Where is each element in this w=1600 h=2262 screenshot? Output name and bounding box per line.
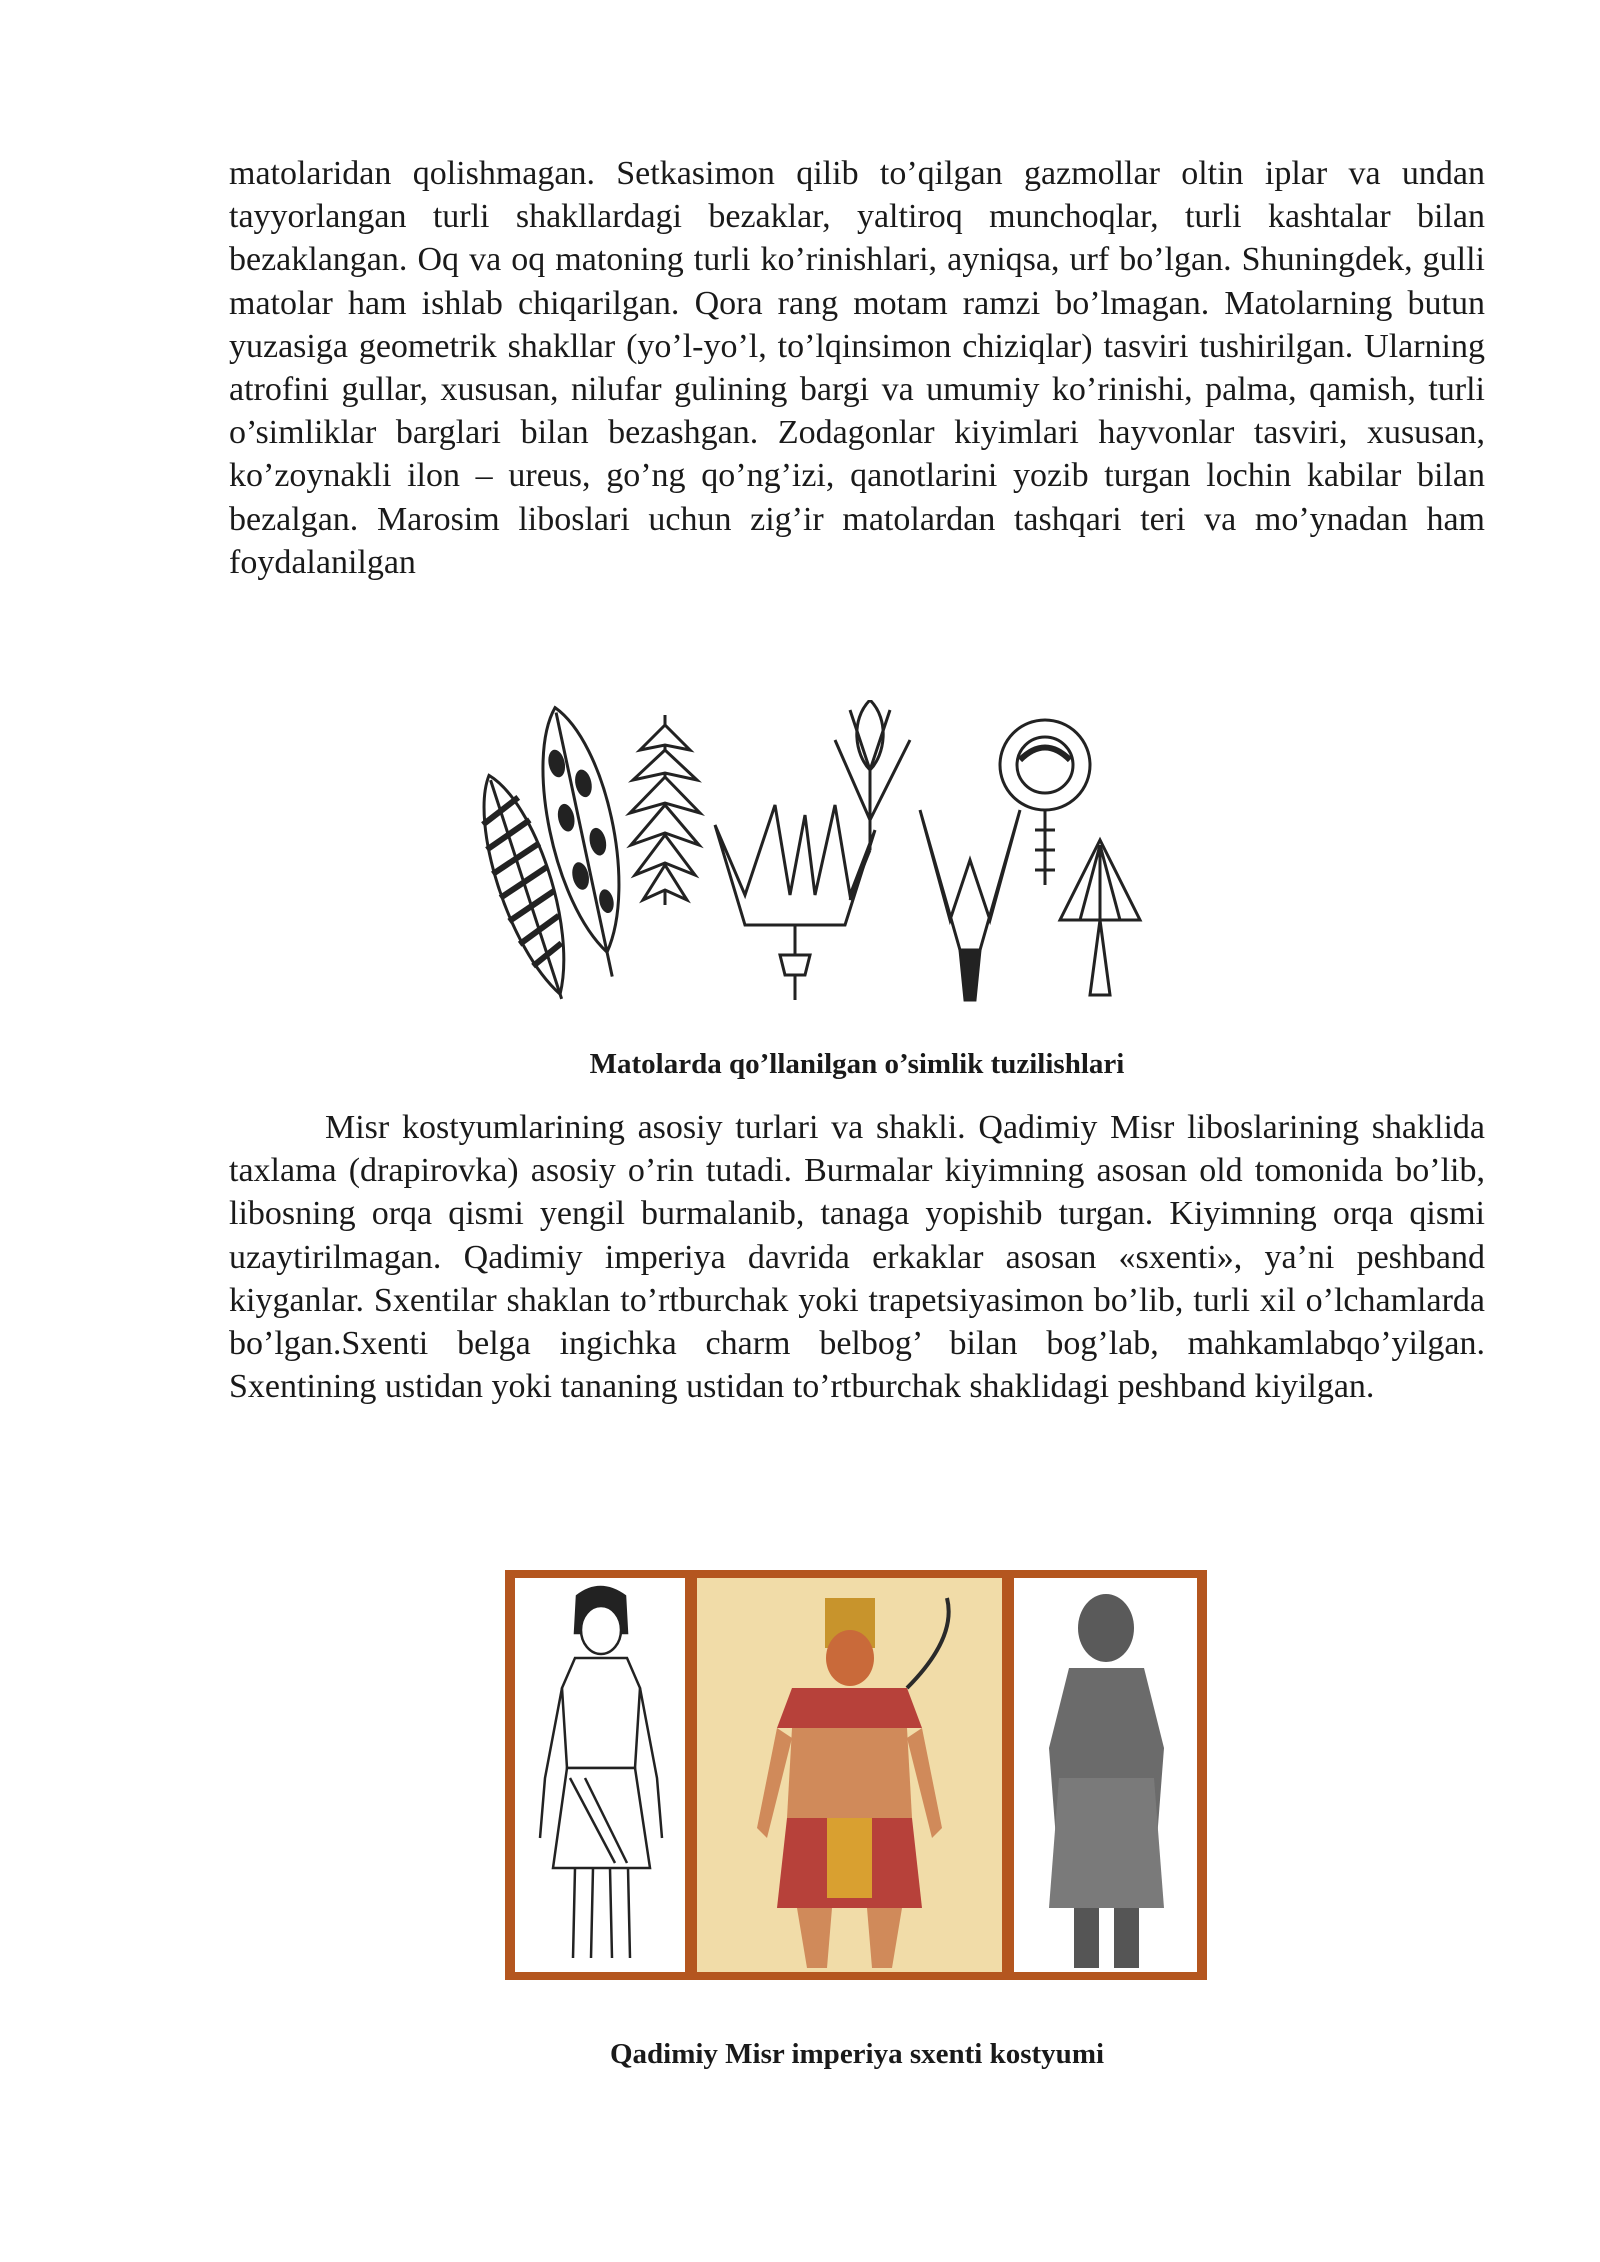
fan-flower-icon	[1060, 840, 1140, 995]
paragraph-1: matolaridan qolishmagan. Setkasimon qilib to’qilgan gazmollar oltin iplar va undan tayyorlangan turli shakllardagi bezaklar, yaltiroq munchoqlar, turli kashtalar bilan bezaklangan. Oq va oq matoning turli ko’rinishlari, ayniqsa, urf bo’lgan. Shuningdek, gulli matolar ham ishlab chiqarilgan. Qora rang motam ramzi bo’lmagan. Matolarning butun yuzasiga geometrik shakllar (yo’l-yo’l, to’lqinsimon chiziqlar) tasviri tushirilgan. Ularning atrofini gullar, xususan, nilufar gulining bargi va umumiy ko’rinishi, palma, qamish, turli o’simliklar barglari bilan bezashgan. Zodagonlar kiyimlari hayvonlar tasviri, xususan, ko’zoynakli ilon – ureus, go’ng qo’ng’izi, qanotlarini yozib turgan lochin kabilar bilan bezalgan. Marosim liboslari uchun zig’ir matolardan tashqari teri va mo’ynadan ham foydalanilgan	[229, 155, 1485, 581]
lotus-flower-icon	[715, 805, 875, 1000]
figure-1-caption: Matolarda qo’llanilgan o’simlik tuzilishlari	[589, 1048, 1125, 1080]
costume-figure	[505, 1570, 1207, 1980]
paragraph-2: Misr kostyumlarining asosiy turlari va shakli. Qadimiy Misr liboslarining shaklida taxlama (drapirovka) asosiy o’rin tutadi. Burmalar kiyimning asosan old tomonida bo’lib, libosning orqa qismi yengil burmalanib, tanaga yopishib turgan. Kiyimning orqa qismi uzaytirilmagan. Qadimiy imperiya davrida erkaklar asosan «sxenti», ya’ni peshband kiyganlar. Sxentilar shaklan to’rtburchak yoki trapetsiyasimon bo’lib, turli xil o’lchamlarda bo’lgan.Sxenti belga ingichka charm belbog’ bilan bog’lab, mahkamlabqo’yilgan. Sxentining ustidan yoki tananing ustidan to’rtburchak shaklidagi peshband kiyilgan.	[229, 1109, 1485, 1406]
circular-flower-icon	[1000, 720, 1090, 885]
plant-motifs-figure	[470, 700, 1160, 1005]
palm-frond-icon	[630, 715, 700, 905]
papyrus-icon	[920, 810, 1020, 1000]
statue-photo	[1014, 1578, 1197, 1972]
painted-pharaoh	[697, 1578, 1002, 1972]
figure-2-caption: Qadimiy Misr imperiya sxenti kostyumi	[609, 2038, 1105, 2070]
line-drawing-man	[515, 1578, 685, 1972]
egyptian-costume-illustration	[505, 1570, 1207, 1980]
plant-motifs-illustration	[470, 700, 1160, 1005]
